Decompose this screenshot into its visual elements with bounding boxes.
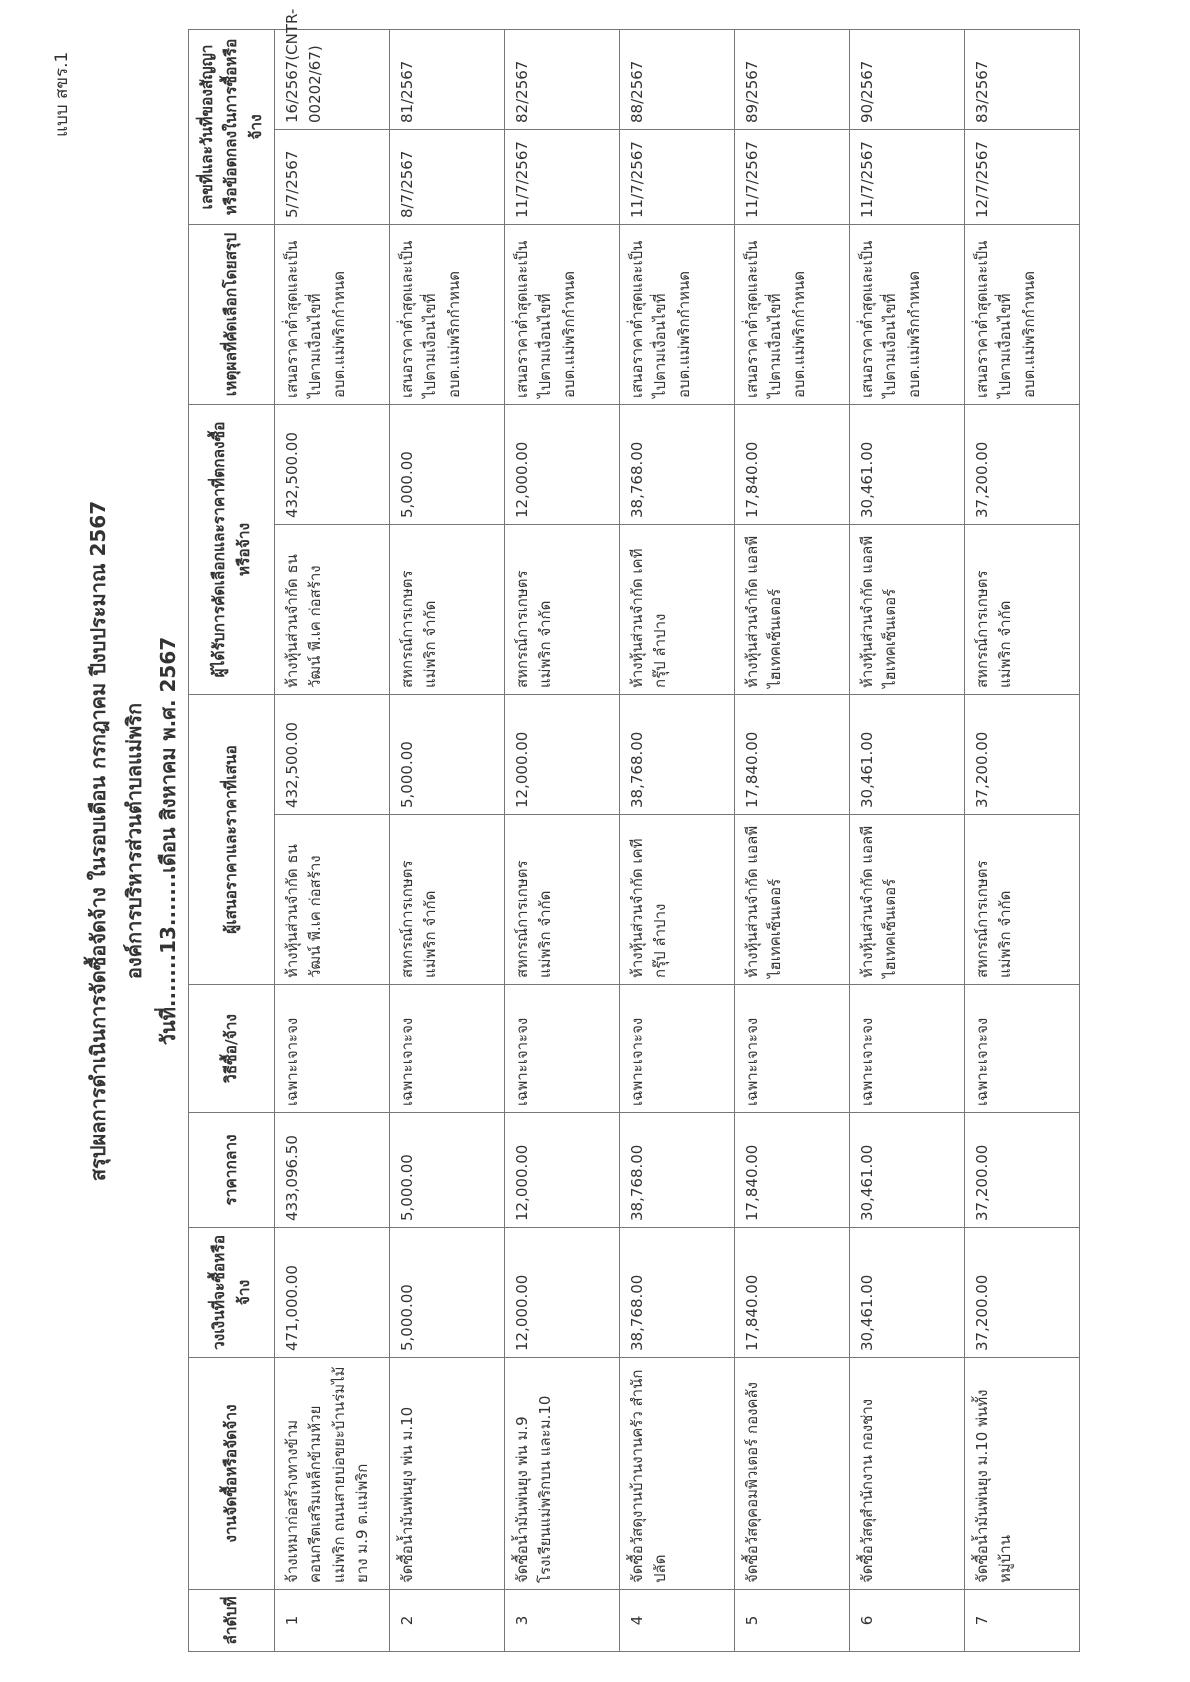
header-item: งานจัดซื้อหรือจัดจ้าง	[189, 1358, 275, 1590]
contract-date: 11/7/2567	[505, 129, 620, 224]
row-number: 7	[965, 1590, 1080, 1652]
bid-price: 12,000.00	[505, 695, 620, 815]
bid-price: 5,000.00	[390, 695, 505, 815]
header-reason: เหตุผลที่คัดเลือกโดยสรุป	[189, 224, 275, 404]
table-body	[275, 8, 1080, 1651]
row-number: 6	[850, 1590, 965, 1652]
header-selected: ผู้ได้รับการคัดเลือกและราคาที่ตกลงซื้อหรือจ้าง	[189, 404, 275, 694]
table-row	[620, 29, 735, 1651]
contract-date: 5/7/2567	[275, 129, 390, 224]
procurement-method: เฉพาะเจาะจง	[275, 985, 390, 1113]
bidder-name: ห้างหุ้นส่วนจำกัด แอลพีไฮเทคเซ็นเตอร์	[850, 815, 965, 985]
row-number: 5	[735, 1590, 850, 1652]
median-price: 38,768.00	[620, 1113, 735, 1228]
bid-price: 30,461.00	[850, 695, 965, 815]
procurement-method: เฉพาะเจาะจง	[505, 985, 620, 1113]
table-row	[390, 29, 505, 1651]
table-row	[965, 29, 1080, 1651]
median-price: 12,000.00	[505, 1113, 620, 1228]
procurement-method: เฉพาะเจาะจง	[850, 985, 965, 1113]
contract-date: 12/7/2567	[965, 129, 1080, 224]
procurement-method: เฉพาะเจาะจง	[965, 985, 1080, 1113]
contract-date: 11/7/2567	[620, 129, 735, 224]
selected-vendor: ห้างหุ้นส่วนจำกัด ธนวัฒน์ พี.เค ก่อสร้าง	[275, 525, 390, 695]
header-method: วิธีซื้อ/จ้าง	[189, 985, 275, 1113]
budget-amount: 471,000.00	[275, 1228, 390, 1358]
item-description: จ้างเหมาก่อสร้างทางข้ามคอนกรีตเสริมเหล็กข้ามห้วยแม่พริก ถนนสายบ่อขยะบ้านร่มไม้ยาง ม.9 ต.แม่พริก	[275, 1358, 390, 1590]
contract-number: 82/2567	[505, 29, 620, 129]
form-code: แบบ สขร.1	[52, 51, 72, 137]
bid-price: 17,840.00	[735, 695, 850, 815]
budget-amount: 37,200.00	[965, 1228, 1080, 1358]
agreed-price: 17,840.00	[735, 404, 850, 524]
row-number: 1	[275, 1590, 390, 1652]
header-median-price: ราคากลาง	[189, 1113, 275, 1228]
item-description: จัดซื้อวัสดุงานบ้านงานครัว สำนักปลัด	[620, 1358, 735, 1590]
selection-reason: เสนอราคาต่ำสุดและเป็นไปตามเงื่อนไขที่ อบต.แม่พริกกำหนด	[390, 224, 505, 404]
bidder-name: สหกรณ์การเกษตรแม่พริก จำกัด	[965, 815, 1080, 985]
contract-date: 8/7/2567	[390, 129, 505, 224]
procurement-method: เฉพาะเจาะจง	[620, 985, 735, 1113]
budget-amount: 38,768.00	[620, 1228, 735, 1358]
median-price: 17,840.00	[735, 1113, 850, 1228]
median-price: 433,096.50	[275, 1113, 390, 1228]
header-budget: วงเงินที่จะซื้อหรือจ้าง	[189, 1228, 275, 1358]
contract-date: 11/7/2567	[735, 129, 850, 224]
bidder-name: ห้างหุ้นส่วนจำกัด เคทีกรุ๊ป ลำปาง	[620, 815, 735, 985]
selection-reason: เสนอราคาต่ำสุดและเป็นไปตามเงื่อนไขที่ อบต.แม่พริกกำหนด	[965, 224, 1080, 404]
table-row	[275, 29, 390, 1651]
table-row	[505, 29, 620, 1651]
contract-number: 88/2567	[620, 29, 735, 129]
header-contract: เลขที่และวันที่ของสัญญาหรือข้อตกลงในการซื้อหรือจ้าง	[189, 29, 275, 224]
item-description: จัดซื้อน้ำมันพ่นยุง พ่น ม.10	[390, 1358, 505, 1590]
agreed-price: 30,461.00	[850, 404, 965, 524]
bidder-name: ห้างหุ้นส่วนจำกัด แอลพีไฮเทคเซ็นเตอร์	[735, 815, 850, 985]
procurement-method: เฉพาะเจาะจง	[735, 985, 850, 1113]
bid-price: 432,500.00	[275, 695, 390, 815]
agreed-price: 12,000.00	[505, 404, 620, 524]
row-number: 2	[390, 1590, 505, 1652]
selected-vendor: ห้างหุ้นส่วนจำกัด เคทีกรุ๊ป ลำปาง	[620, 525, 735, 695]
item-description: จัดซื้อน้ำมันพ่นยุง พ่น ม.9 โรงเรียนแม่พริกบน และม.10	[505, 1358, 620, 1590]
bid-price: 38,768.00	[620, 695, 735, 815]
agreed-price: 5,000.00	[390, 404, 505, 524]
agreed-price: 432,500.00	[275, 404, 390, 524]
item-description: จัดซื้อวัสดุสำนักงาน กองช่าง	[850, 1358, 965, 1590]
contract-number: 16/2567(CNTR-00202/67)	[275, 29, 390, 129]
agreed-price: 38,768.00	[620, 404, 735, 524]
table-row	[735, 29, 850, 1651]
procurement-method: เฉพาะเจาะจง	[390, 985, 505, 1113]
row-number: 3	[505, 1590, 620, 1652]
bidder-name: สหกรณ์การเกษตรแม่พริก จำกัด	[390, 815, 505, 985]
procurement-table	[188, 8, 1080, 1652]
median-price: 30,461.00	[850, 1113, 965, 1228]
median-price: 37,200.00	[965, 1113, 1080, 1228]
row-number: 4	[620, 1590, 735, 1652]
selected-vendor: สหกรณ์การเกษตรแม่พริก จำกัด	[390, 525, 505, 695]
agreed-price: 37,200.00	[965, 404, 1080, 524]
selected-vendor: ห้างหุ้นส่วนจำกัด แอลพีไฮเทคเซ็นเตอร์	[735, 525, 850, 695]
contract-number: 83/2567	[965, 29, 1080, 129]
selected-vendor: สหกรณ์การเกษตรแม่พริก จำกัด	[505, 525, 620, 695]
budget-amount: 17,840.00	[735, 1228, 850, 1358]
table-row	[850, 29, 965, 1651]
bidder-name: ห้างหุ้นส่วนจำกัด ธนวัฒน์ พี.เค ก่อสร้าง	[275, 815, 390, 985]
organization-name: องค์การบริหารส่วนตำบลแม่พริก	[122, 702, 146, 980]
budget-amount: 5,000.00	[390, 1228, 505, 1358]
contract-number: 81/2567	[390, 29, 505, 129]
header-bidders: ผู้เสนอราคาและราคาที่เสนอ	[189, 695, 275, 985]
selection-reason: เสนอราคาต่ำสุดและเป็นไปตามเงื่อนไขที่ อบต.แม่พริกกำหนด	[850, 224, 965, 404]
selection-reason: เสนอราคาต่ำสุดและเป็นไปตามเงื่อนไขที่ อบต.แม่พริกกำหนด	[620, 224, 735, 404]
report-title: สรุปผลการดำเนินการจัดซื้อจัดจ้าง ในรอบเดือน กรกฎาคม ปีงบประมาณ 2567	[86, 500, 110, 1182]
selection-reason: เสนอราคาต่ำสุดและเป็นไปตามเงื่อนไขที่ อบต.แม่พริกกำหนด	[735, 224, 850, 404]
contract-date: 11/7/2567	[850, 129, 965, 224]
report-date: วันที่.......13.......เดือน สิงหาคม พ.ศ. 2567	[156, 636, 180, 1046]
selected-vendor: ห้างหุ้นส่วนจำกัด แอลพีไฮเทคเซ็นเตอร์	[850, 525, 965, 695]
bid-price: 37,200.00	[965, 695, 1080, 815]
bidder-name: สหกรณ์การเกษตรแม่พริก จำกัด	[505, 815, 620, 985]
budget-amount: 30,461.00	[850, 1228, 965, 1358]
selection-reason: เสนอราคาต่ำสุดและเป็นไปตามเงื่อนไขที่ อบต.แม่พริกกำหนด	[505, 224, 620, 404]
contract-number: 89/2567	[735, 29, 850, 129]
item-description: จัดซื้อน้ำมันพ่นยุง ม.10 พ่นทั้งหมู่บ้าน	[965, 1358, 1080, 1590]
selection-reason: เสนอราคาต่ำสุดและเป็นไปตามเงื่อนไขที่ อบต.แม่พริกกำหนด	[275, 224, 390, 404]
median-price: 5,000.00	[390, 1113, 505, 1228]
budget-amount: 12,000.00	[505, 1228, 620, 1358]
selected-vendor: สหกรณ์การเกษตรแม่พริก จำกัด	[965, 525, 1080, 695]
contract-number: 90/2567	[850, 29, 965, 129]
header-no: ลำดับที่	[189, 1590, 275, 1652]
item-description: จัดซื้อวัสดุคอมพิวเตอร์ กองคลัง	[735, 1358, 850, 1590]
